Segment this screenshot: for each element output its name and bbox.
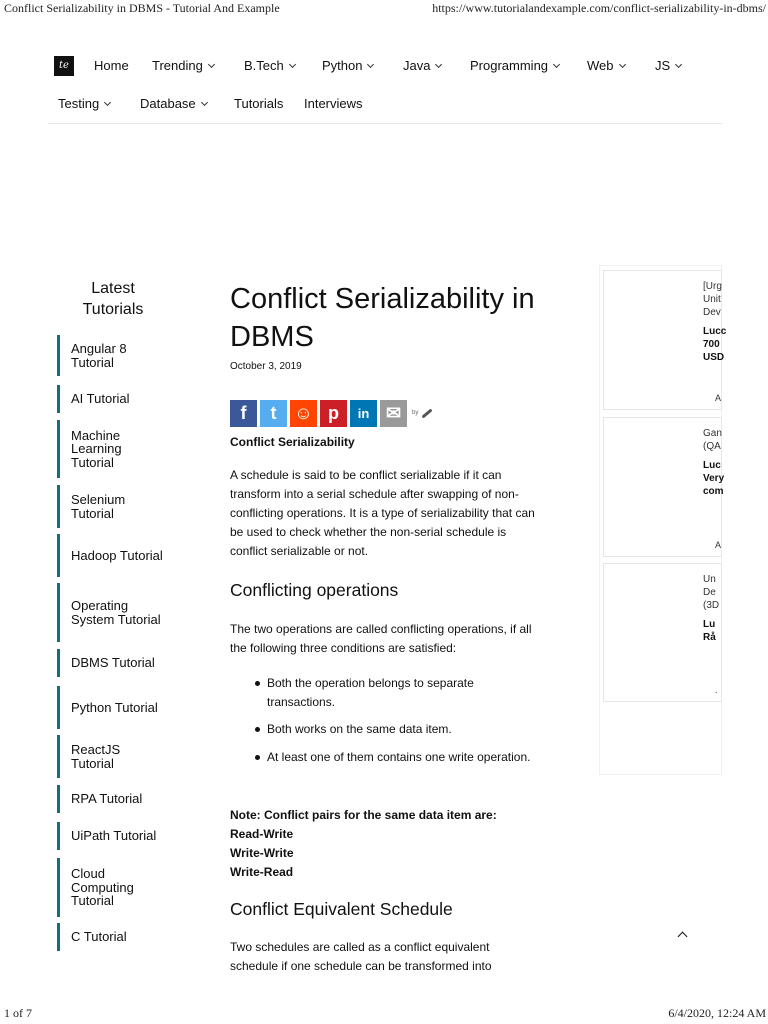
nav-item-web[interactable] <box>587 58 625 73</box>
ad-headline: Rå <box>703 632 716 643</box>
nav-item-label: Web <box>587 58 614 73</box>
print-datetime: 6/4/2020, 12:24 AM <box>668 1006 766 1020</box>
ad-text: De <box>703 587 716 598</box>
chevron-down-icon <box>104 99 111 106</box>
nav-item-label: Programming <box>470 58 549 73</box>
print-header <box>0 0 768 18</box>
sidebar-item-c-tutorial[interactable]: C Tutorial <box>57 923 165 951</box>
ad-card[interactable] <box>603 270 727 410</box>
sidebar-item-hadoop-tutorial[interactable]: Hadoop Tutorial <box>57 534 165 577</box>
nav-item-b-tech[interactable] <box>244 58 295 73</box>
email-share-icon[interactable]: ✉ <box>380 400 407 427</box>
ad-headline: Lu <box>703 619 716 630</box>
nav-item-label: Java <box>403 58 431 73</box>
article-intro: A schedule is said to be conflict serializable if it can transform into a serial schedule after swapping of non-conflicting operations. It is a type of serializability that can be used to check whether the non-serial schedule is conflict serializable or not. <box>230 468 535 558</box>
nav-item-python[interactable] <box>322 58 373 73</box>
page-counter: 1 of 7 <box>4 1006 32 1020</box>
chevron-down-icon <box>435 61 442 68</box>
ad-headline: 700 <box>703 339 720 350</box>
ad-text: Un <box>703 574 716 585</box>
article-date: October 3, 2019 <box>230 361 302 372</box>
pair-write-write: Write-Write <box>230 846 294 860</box>
pair-write-read: Write-Read <box>230 865 294 879</box>
nav-item-tutorials[interactable] <box>234 96 283 111</box>
ad-link[interactable]: . <box>715 685 718 695</box>
twitter-share-icon[interactable]: t <box>260 400 287 427</box>
main-nav <box>48 44 722 124</box>
nav-item-label: Database <box>140 96 196 111</box>
heading-conflicting-operations: Conflicting operations <box>230 580 399 600</box>
condition-item: At least one of them contains one write operation. <box>252 748 542 767</box>
ad-headline: Luc <box>703 460 721 471</box>
pair-read-write: Read-Write <box>230 827 294 841</box>
chevron-down-icon <box>289 61 296 68</box>
nav-item-label: Tutorials <box>234 96 284 111</box>
scroll-to-top-icon[interactable] <box>676 928 690 942</box>
chevron-down-icon <box>675 61 682 68</box>
article-subtitle: Conflict Serializability <box>230 435 355 449</box>
ad-text: (3D <box>703 600 720 611</box>
page-url: https://www.tutorialandexample.com/conflict-serializability-in-dbms/ <box>432 1 766 15</box>
nav-item-label: Interviews <box>304 96 363 111</box>
nav-item-label: JS <box>655 58 671 73</box>
ad-card[interactable] <box>603 563 722 702</box>
ad-headline: com <box>703 486 724 497</box>
ad-text: Gan <box>703 428 722 439</box>
page-title: Conflict Serializability in DBMS - Tutorial And Example <box>4 1 280 15</box>
ad-headline: USD <box>703 352 725 363</box>
feather-icon[interactable] <box>422 408 433 418</box>
sidebar-item-cloud-computing-tutorial[interactable]: Cloud Computing Tutorial <box>57 858 165 917</box>
nav-item-label: Testing <box>58 96 100 111</box>
ad-text: [Urg <box>703 281 722 292</box>
share-by-label: by <box>412 410 419 416</box>
chevron-down-icon <box>367 61 374 68</box>
site-logo[interactable]: te <box>54 56 74 76</box>
nav-item-java[interactable] <box>403 58 441 73</box>
chevron-down-icon <box>201 99 208 106</box>
sidebar-item-selenium-tutorial[interactable]: Selenium Tutorial <box>57 485 165 528</box>
note-text: Note: Conflict pairs for the same data item are: <box>230 808 497 822</box>
sidebar-item-angular-8-tutorial[interactable]: Angular 8 Tutorial <box>57 335 165 376</box>
sidebar-item-ai-tutorial[interactable]: AI Tutorial <box>57 385 165 413</box>
sidebar-item-operating-system-tutorial[interactable]: Operating System Tutorial <box>57 583 165 642</box>
equivalent-text: Two schedules are called as a conflict equivalent schedule if one schedule can be transformed into <box>230 940 492 973</box>
nav-item-home[interactable] <box>94 58 129 73</box>
heading-conflict-equivalent: Conflict Equivalent Schedule <box>230 899 453 919</box>
nav-item-js[interactable] <box>655 58 681 73</box>
nav-item-trending[interactable] <box>152 58 214 73</box>
chevron-down-icon <box>618 61 625 68</box>
article-title: Conflict Serializability in DBMS <box>230 283 535 353</box>
ad-text: (QA <box>703 441 721 452</box>
nav-item-database[interactable] <box>140 96 207 111</box>
nav-item-label: Trending <box>152 58 203 73</box>
chevron-down-icon <box>208 61 215 68</box>
ad-headline: Lucc <box>703 326 727 337</box>
nav-item-testing[interactable] <box>58 96 110 111</box>
ad-link[interactable]: A <box>715 540 722 550</box>
nav-item-label: Home <box>94 58 129 73</box>
nav-item-interviews[interactable] <box>304 96 363 111</box>
ad-card[interactable] <box>603 417 725 557</box>
chevron-down-icon <box>553 61 560 68</box>
sidebar-title: Latest Tutorials <box>82 280 144 318</box>
conflicting-intro: The two operations are called conflicting operations, if all the following three conditions are satisfied: <box>230 622 532 655</box>
print-footer <box>0 1006 768 1024</box>
ad-link[interactable]: A <box>715 393 722 403</box>
conditions-list <box>252 674 542 775</box>
sidebar-item-python-tutorial[interactable]: Python Tutorial <box>57 686 165 729</box>
sidebar-item-machine-learning-tutorial[interactable]: Machine Learning Tutorial <box>57 420 165 478</box>
sidebar-item-rpa-tutorial[interactable]: RPA Tutorial <box>57 785 165 813</box>
nav-item-label: B.Tech <box>244 58 284 73</box>
ad-text: Dev <box>703 307 721 318</box>
condition-item: Both the operation belongs to separate transactions. <box>252 674 542 711</box>
share-buttons <box>230 399 433 427</box>
pinterest-share-icon[interactable]: p <box>320 400 347 427</box>
facebook-share-icon[interactable]: f <box>230 400 257 427</box>
sidebar-item-dbms-tutorial[interactable]: DBMS Tutorial <box>57 649 165 677</box>
nav-item-label: Python <box>322 58 363 73</box>
ad-text: Unit <box>703 294 721 305</box>
linkedin-share-icon[interactable]: in <box>350 400 377 427</box>
sidebar-item-uipath-tutorial[interactable]: UiPath Tutorial <box>57 822 165 850</box>
ad-headline: Very <box>703 473 725 484</box>
condition-item: Both works on the same data item. <box>252 720 542 739</box>
sidebar-item-reactjs-tutorial[interactable]: ReactJS Tutorial <box>57 735 165 778</box>
nav-item-programming[interactable] <box>470 58 559 73</box>
reddit-share-icon[interactable]: ☺ <box>290 400 317 427</box>
